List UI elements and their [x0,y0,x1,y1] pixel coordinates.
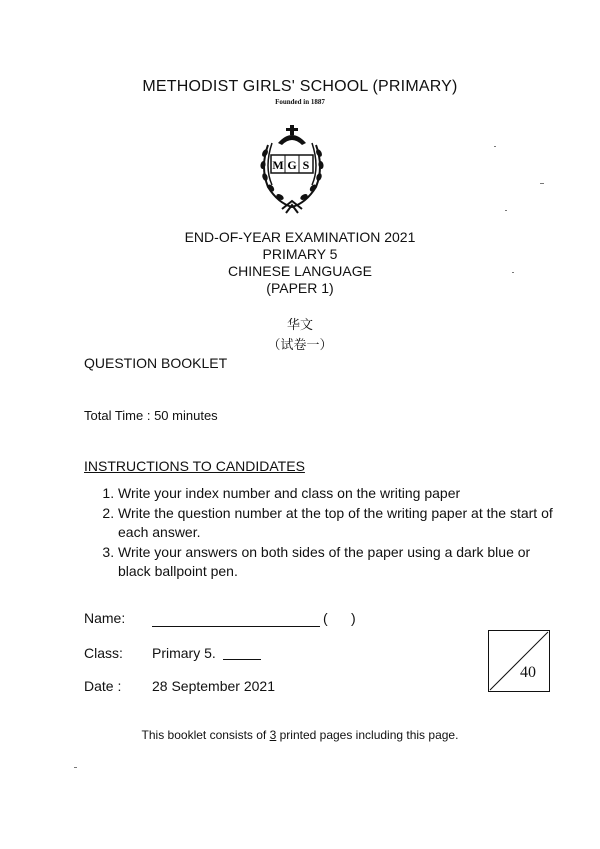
school-crest-icon [256,121,328,215]
class-value: Primary 5. [152,645,216,661]
score-total: 40 [520,664,536,681]
scan-speck [494,146,496,147]
exam-level: PRIMARY 5 [262,246,338,262]
class-field[interactable] [223,659,261,660]
exam-paper: (PAPER 1) [266,280,334,296]
instruction-item: 3. Write your answers on both sides of the paper using a dark blue or black ballpoint pen. [118,543,558,582]
class-label: Class: [84,645,123,661]
school-name: METHODIST GIRLS' SCHOOL (PRIMARY) [142,78,458,95]
total-time: Total Time : 50 minutes [84,408,218,423]
exam-subject: CHINESE LANGUAGE [228,263,372,279]
instructions-list [100,484,558,582]
exam-title: END-OF-YEAR EXAMINATION 2021 [184,229,416,245]
founded-year: Founded in 1887 [275,98,325,106]
date-value: 28 September 2021 [152,678,275,694]
instruction-item: 1. Write your index number and class on the writing paper [118,484,558,504]
scan-speck [74,767,77,768]
scan-speck [505,210,507,211]
name-field[interactable] [152,626,320,627]
svg-text:M: M [272,158,284,172]
svg-text:S: S [302,158,310,172]
footer-suffix: printed pages including this page. [276,728,459,742]
chinese-title: 华文 [286,318,313,333]
scan-speck [512,272,514,273]
footer-note [0,728,600,742]
score-box [488,630,550,692]
footer-prefix: This booklet consists of [141,728,270,742]
index-number-field[interactable]: ( ) [323,610,356,626]
scan-speck [540,183,544,184]
instruction-item: 2. Write the question number at the top of the writing paper at the start of each answer. [118,504,558,543]
instructions-heading: INSTRUCTIONS TO CANDIDATES [84,458,305,474]
name-label: Name: [84,610,126,626]
page-count: 3 [269,728,277,742]
svg-text:G: G [287,158,297,172]
booklet-label: QUESTION BOOKLET [84,355,228,371]
date-label: Date : [84,678,122,694]
chinese-paper: （试卷一） [267,338,333,353]
